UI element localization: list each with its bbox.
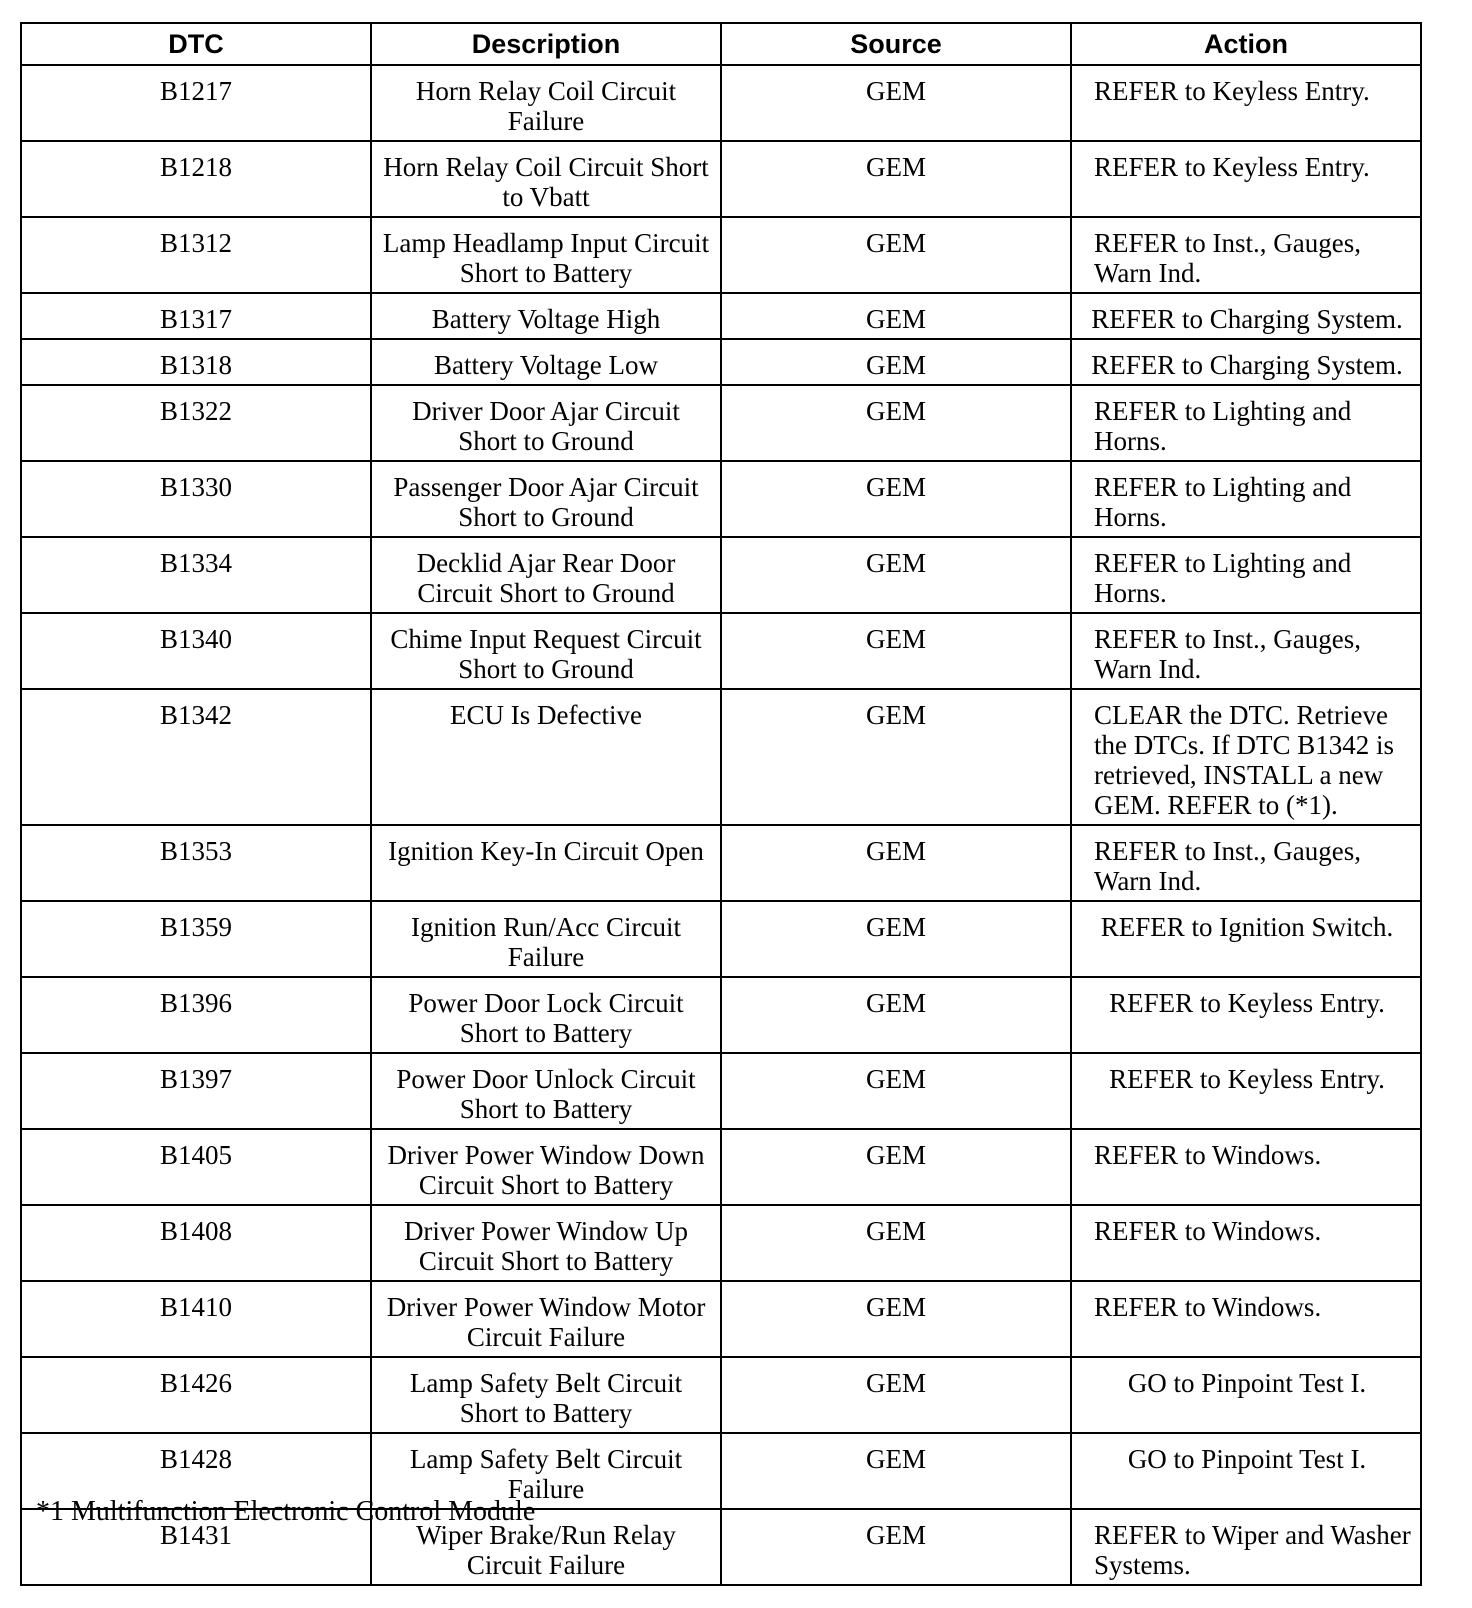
- cell-description: Battery Voltage Low: [371, 339, 721, 385]
- cell-source: GEM: [721, 1357, 1071, 1433]
- cell-description: Power Door Lock Circuit Short to Battery: [371, 977, 721, 1053]
- cell-action: REFER to Inst., Gauges, Warn Ind.: [1071, 217, 1421, 293]
- cell-source: GEM: [721, 141, 1071, 217]
- table-row: [21, 141, 1421, 217]
- cell-action: REFER to Windows.: [1071, 1281, 1421, 1357]
- cell-description: Ignition Run/Acc Circuit Failure: [371, 901, 721, 977]
- cell-action: REFER to Keyless Entry.: [1071, 65, 1421, 141]
- cell-action: REFER to Lighting and Horns.: [1071, 537, 1421, 613]
- cell-dtc: B1431: [21, 1509, 371, 1585]
- cell-description: Horn Relay Coil Circuit Short to Vbatt: [371, 141, 721, 217]
- table-row: [21, 1281, 1421, 1357]
- footnote: *1 Multifunction Electronic Control Module: [36, 1496, 536, 1527]
- cell-dtc: B1318: [21, 339, 371, 385]
- cell-dtc: B1340: [21, 613, 371, 689]
- cell-description: Lamp Safety Belt Circuit Short to Battery: [371, 1357, 721, 1433]
- cell-action: REFER to Inst., Gauges, Warn Ind.: [1071, 613, 1421, 689]
- table-row: [21, 1053, 1421, 1129]
- cell-dtc: B1408: [21, 1205, 371, 1281]
- cell-dtc: B1428: [21, 1433, 371, 1509]
- table-row: [21, 1205, 1421, 1281]
- cell-source: GEM: [721, 825, 1071, 901]
- cell-action: REFER to Wiper and Washer Systems.: [1071, 1509, 1421, 1585]
- cell-source: GEM: [721, 689, 1071, 825]
- cell-action: REFER to Ignition Switch.: [1071, 901, 1421, 977]
- cell-action: REFER to Lighting and Horns.: [1071, 461, 1421, 537]
- cell-description: ECU Is Defective: [371, 689, 721, 825]
- cell-description: Passenger Door Ajar Circuit Short to Ground: [371, 461, 721, 537]
- cell-source: GEM: [721, 1205, 1071, 1281]
- dtc-table: [20, 22, 1422, 1586]
- cell-source: GEM: [721, 339, 1071, 385]
- cell-source: GEM: [721, 901, 1071, 977]
- table-row: [21, 689, 1421, 825]
- cell-action: CLEAR the DTC. Retrieve the DTCs. If DTC B1342 is retrieved, INSTALL a new GEM. REFER to (*1).: [1071, 689, 1421, 825]
- cell-source: GEM: [721, 1129, 1071, 1205]
- cell-dtc: B1426: [21, 1357, 371, 1433]
- header-description: Description: [371, 23, 721, 65]
- cell-dtc: B1217: [21, 65, 371, 141]
- cell-dtc: B1322: [21, 385, 371, 461]
- cell-source: GEM: [721, 293, 1071, 339]
- cell-description: Driver Door Ajar Circuit Short to Ground: [371, 385, 721, 461]
- cell-action: REFER to Inst., Gauges, Warn Ind.: [1071, 825, 1421, 901]
- cell-action: REFER to Keyless Entry.: [1071, 1053, 1421, 1129]
- cell-source: GEM: [721, 1509, 1071, 1585]
- header-action: Action: [1071, 23, 1421, 65]
- cell-dtc: B1405: [21, 1129, 371, 1205]
- table-row: [21, 65, 1421, 141]
- cell-dtc: B1397: [21, 1053, 371, 1129]
- table-row: [21, 901, 1421, 977]
- cell-description: Ignition Key-In Circuit Open: [371, 825, 721, 901]
- cell-action: REFER to Charging System.: [1071, 339, 1421, 385]
- cell-description: Driver Power Window Up Circuit Short to Battery: [371, 1205, 721, 1281]
- cell-action: REFER to Charging System.: [1071, 293, 1421, 339]
- cell-description: Horn Relay Coil Circuit Failure: [371, 65, 721, 141]
- cell-action: GO to Pinpoint Test I.: [1071, 1433, 1421, 1509]
- cell-source: GEM: [721, 977, 1071, 1053]
- cell-dtc: B1353: [21, 825, 371, 901]
- cell-dtc: B1317: [21, 293, 371, 339]
- table-row: [21, 1129, 1421, 1205]
- cell-source: GEM: [721, 385, 1071, 461]
- cell-dtc: B1218: [21, 141, 371, 217]
- cell-description: Lamp Safety Belt Circuit Failure: [371, 1433, 721, 1509]
- cell-description: Chime Input Request Circuit Short to Ground: [371, 613, 721, 689]
- cell-dtc: B1410: [21, 1281, 371, 1357]
- cell-description: Decklid Ajar Rear Door Circuit Short to Ground: [371, 537, 721, 613]
- table-row: [21, 537, 1421, 613]
- cell-action: REFER to Windows.: [1071, 1129, 1421, 1205]
- cell-source: GEM: [721, 65, 1071, 141]
- cell-action: REFER to Lighting and Horns.: [1071, 385, 1421, 461]
- cell-description: Driver Power Window Down Circuit Short to Battery: [371, 1129, 721, 1205]
- table-header-row: [21, 23, 1421, 65]
- table-row: [21, 461, 1421, 537]
- cell-description: Wiper Brake/Run Relay Circuit Failure: [371, 1509, 721, 1585]
- cell-action: REFER to Keyless Entry.: [1071, 977, 1421, 1053]
- cell-dtc: B1342: [21, 689, 371, 825]
- cell-action: GO to Pinpoint Test I.: [1071, 1357, 1421, 1433]
- cell-dtc: B1330: [21, 461, 371, 537]
- table-row: [21, 385, 1421, 461]
- document-page: [20, 22, 1420, 1586]
- table-row: [21, 339, 1421, 385]
- cell-description: Power Door Unlock Circuit Short to Battery: [371, 1053, 721, 1129]
- cell-source: GEM: [721, 217, 1071, 293]
- cell-description: Battery Voltage High: [371, 293, 721, 339]
- cell-action: REFER to Keyless Entry.: [1071, 141, 1421, 217]
- table-row: [21, 825, 1421, 901]
- header-dtc: DTC: [21, 23, 371, 65]
- table-row: [21, 977, 1421, 1053]
- cell-source: GEM: [721, 461, 1071, 537]
- cell-description: Driver Power Window Motor Circuit Failure: [371, 1281, 721, 1357]
- cell-dtc: B1359: [21, 901, 371, 977]
- cell-dtc: B1396: [21, 977, 371, 1053]
- cell-source: GEM: [721, 537, 1071, 613]
- cell-dtc: B1312: [21, 217, 371, 293]
- cell-source: GEM: [721, 1281, 1071, 1357]
- cell-source: GEM: [721, 613, 1071, 689]
- cell-dtc: B1334: [21, 537, 371, 613]
- cell-source: GEM: [721, 1053, 1071, 1129]
- cell-description: Lamp Headlamp Input Circuit Short to Battery: [371, 217, 721, 293]
- table-row: [21, 613, 1421, 689]
- table-row: [21, 217, 1421, 293]
- cell-source: GEM: [721, 1433, 1071, 1509]
- cell-action: REFER to Windows.: [1071, 1205, 1421, 1281]
- table-row: [21, 293, 1421, 339]
- header-source: Source: [721, 23, 1071, 65]
- table-row: [21, 1357, 1421, 1433]
